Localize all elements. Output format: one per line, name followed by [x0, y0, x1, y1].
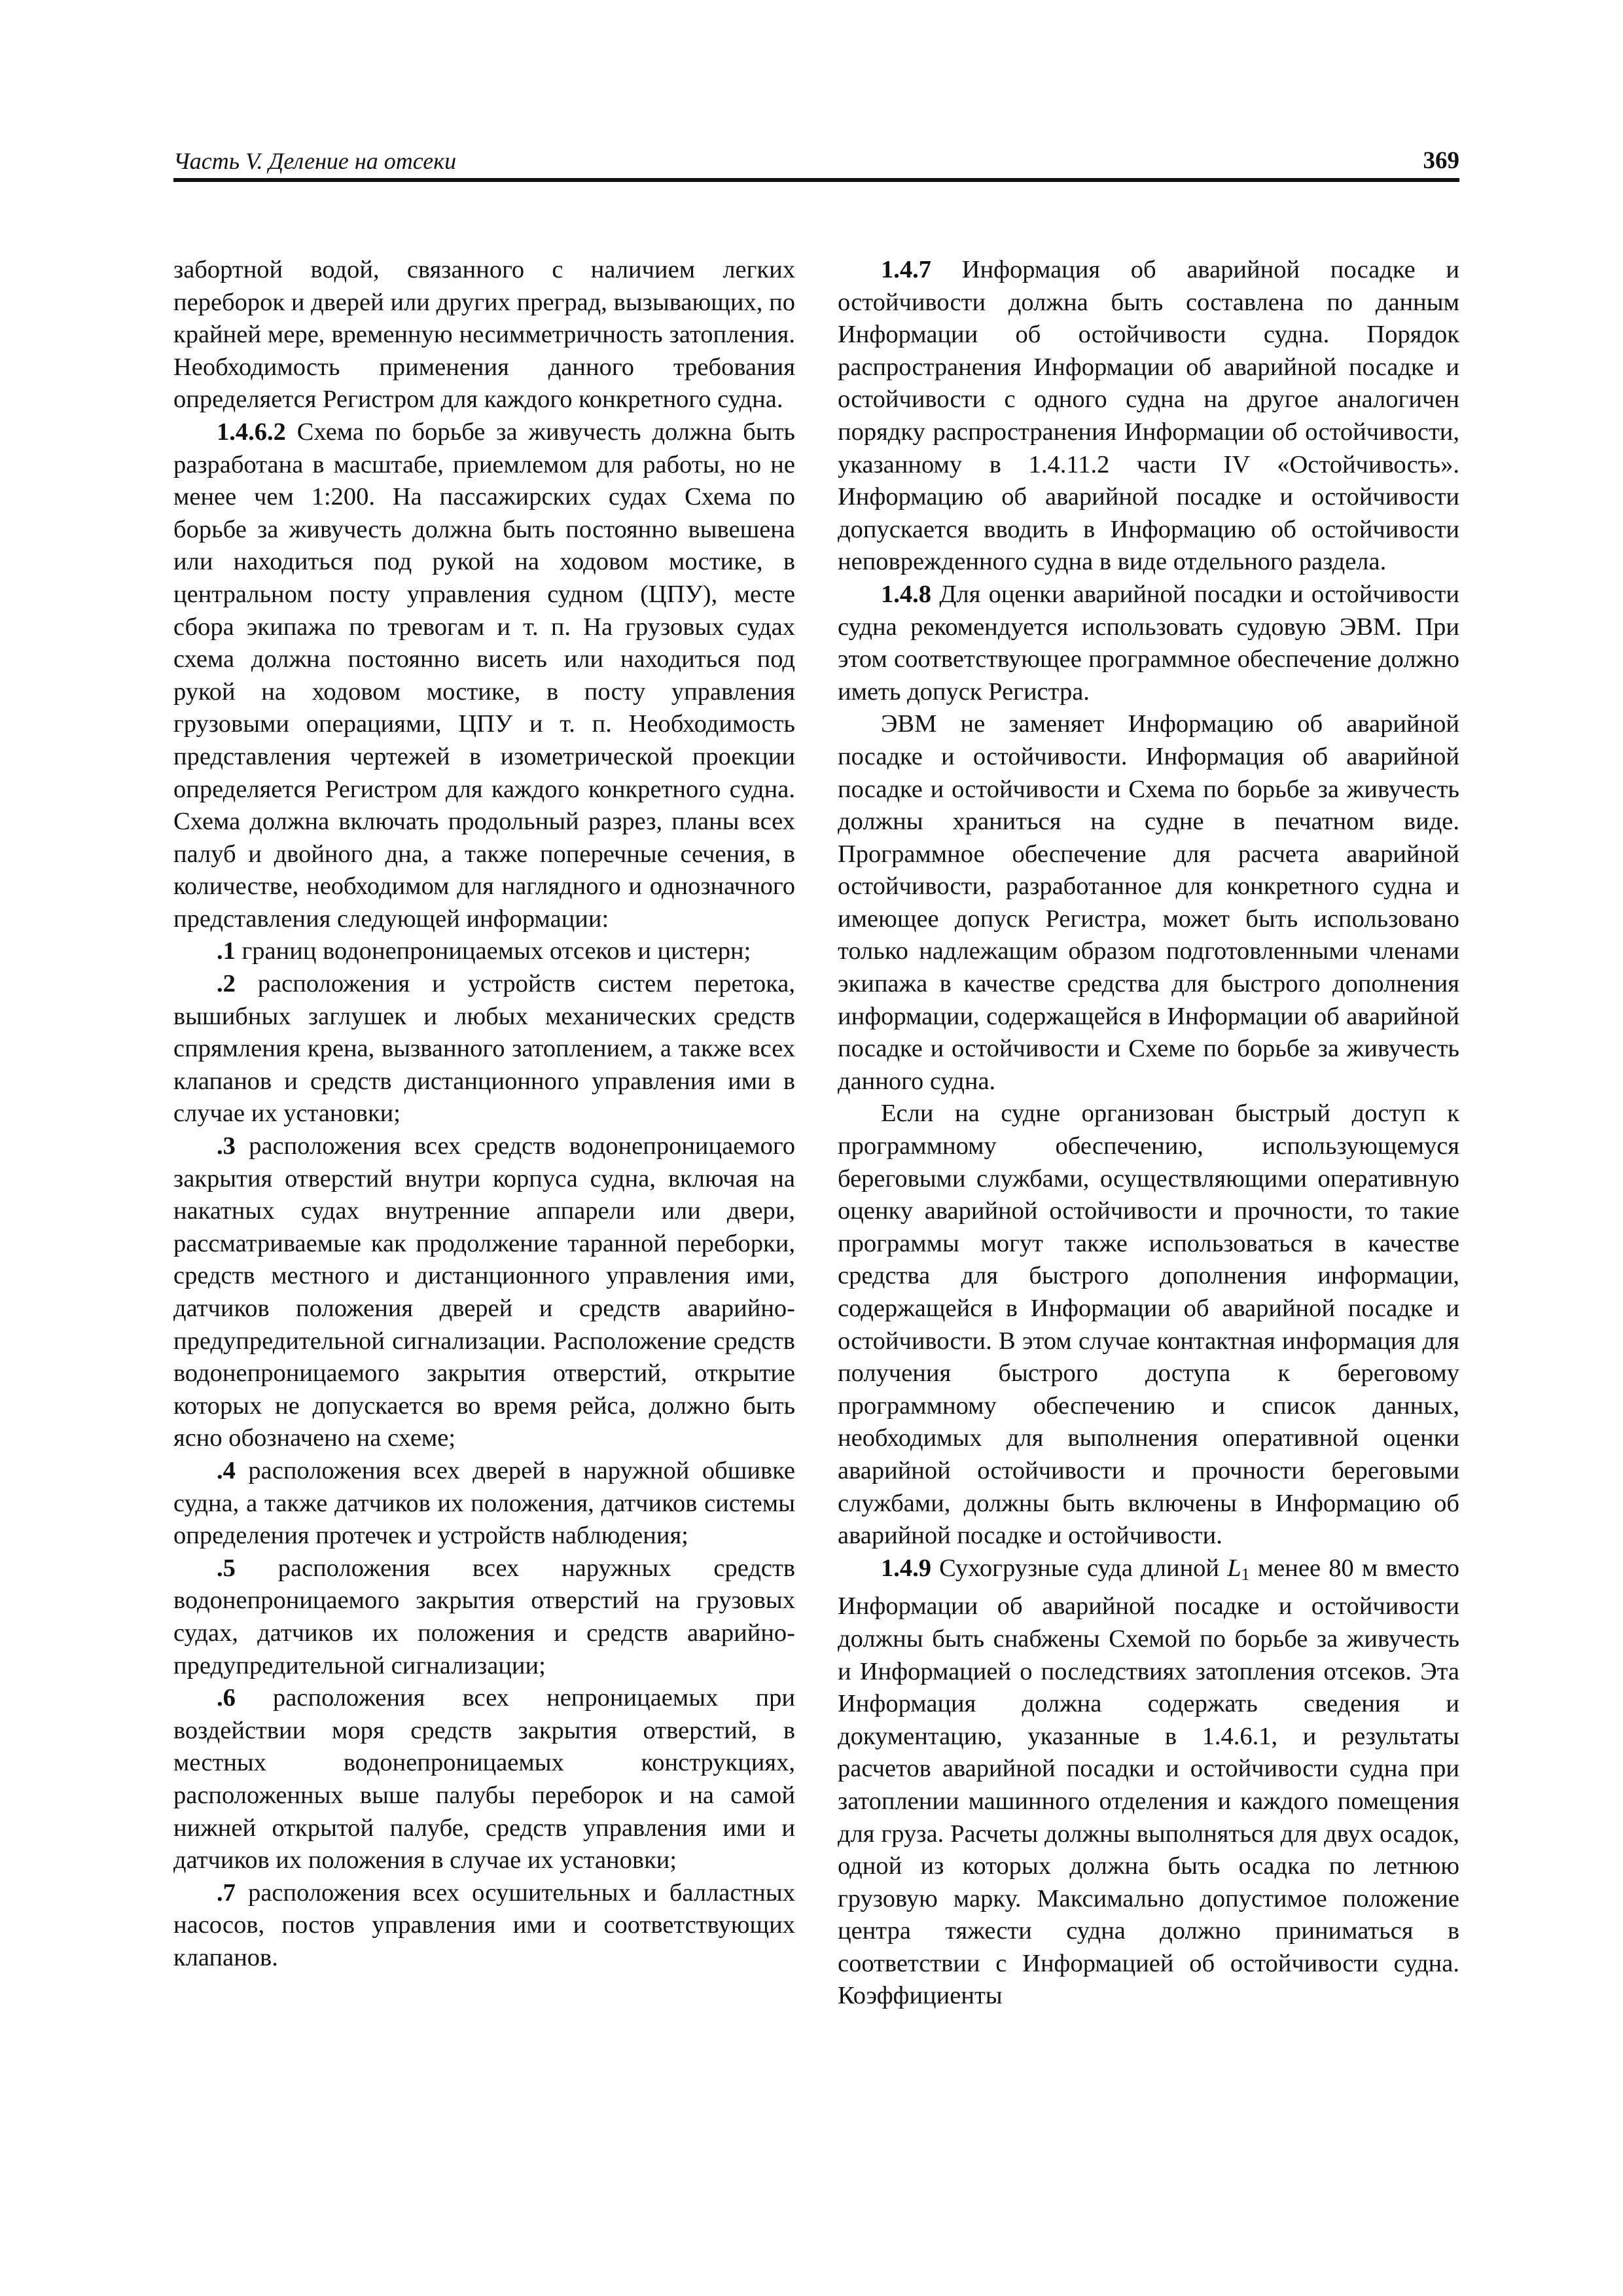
left-column — [173, 254, 795, 1974]
paragraph — [173, 416, 795, 936]
list-item-text: расположения всех средств водонепроницаемого закрытия отверстий внутри корпуса судна, включая на накатных судах внутренние аппарели или двери, рассматриваемые как продолжение таранной переборки, средств местного и дистанционного управления ими, датчиков положения дверей и средств аварийно-предупредительной сигнализации. Расположение средств водонепроницаемого закрытия отверстий, открытие которых не допускается во время рейса, должно быть ясно обозначено на схеме; — [173, 1132, 795, 1452]
paragraph — [838, 1098, 1459, 1552]
list-item — [173, 1682, 795, 1877]
paragraph-text-lead: Сухогрузные суда длиной — [931, 1554, 1228, 1582]
paragraph-text: ЭВМ не заменяет Информацию об аварийной посадке и остойчивости. Информация об аварийной посадке и остойчивости и Схема по борьбе за живучесть должны храниться на судне в печатном виде. Программное обеспечение для расчета аварийной остойчивости, разработанное для конкретного судна и имеющее допуск Регистра, может быть использовано только надлежащим образом подготовленными членами экипажа в качестве средства для быстрого дополнения информации, содержащейся в Информации об аварийной посадке и остойчивости и Схеме по борьбе за живучесть данного судна. — [838, 710, 1459, 1095]
list-item — [173, 1552, 795, 1682]
list-number: .2 — [217, 970, 236, 998]
clause-number: 1.4.8 — [881, 580, 931, 608]
paragraph-text: забортной водой, связанного с наличием легких переборок и дверей или других преград, вызывающих, по крайней мере, временную несимметричность затопления. Необходимость применения данного требования определяется Регистром для каждого конкретного судна. — [173, 256, 795, 414]
header-title: Часть V. Деление на отсеки — [173, 148, 457, 174]
paragraph-text: Для оценки аварийной посадки и остойчивости судна рекомендуется использовать судовую ЭВМ. При этом соответствующее программное обеспечение должно иметь допуск Регистра. — [838, 580, 1459, 706]
list-item — [173, 1877, 795, 1975]
list-number: .4 — [217, 1456, 236, 1484]
paragraph-text: Информация об аварийной посадке и остойчивости должна быть составлена по данным Информации об остойчивости судна. Порядок распространения Информации об аварийной посадке и остойчивости с одного судна на другое аналогичен порядку распространения Информации об остойчивости, указанному в 1.4.11.2 части IV «Остойчивость». Информацию об аварийной посадке и остойчивости допускается вводить в Информацию об остойчивости неповрежденного судна в виде отдельного раздела. — [838, 256, 1459, 576]
list-item-text: расположения всех непроницаемых при воздействии моря средств закрытия отверстий, в местных водонепроницаемых конструкциях, расположенных выше палубы переборок и на самой нижней открытой палубе, средств управления ими и датчиков их положения в случае их установки; — [173, 1684, 795, 1874]
length-symbol: L — [1227, 1554, 1241, 1582]
list-item — [173, 1455, 795, 1552]
paragraph-text: Если на судне организован быстрый доступ к программному обеспечению, использующемуся береговыми службами, осуществляющими оперативную оценку аварийной остойчивости и прочности, то такие программы могут также использоваться в качестве средства для быстрого дополнения информации, содержащейся в Информации об аварийной посадке и остойчивости. В этом случае контактная информация для получения быстрого доступа к береговому программному обеспечению и список данных, необходимых для выполнения оперативной оценки аварийной остойчивости и прочности береговыми службами, должны быть включены в Информацию об аварийной посадке и остойчивости. — [838, 1100, 1459, 1550]
list-item-text: расположения всех дверей в наружной обшивке судна, а также датчиков их положения, датчиков системы определения протечек и устройств наблюдения; — [173, 1456, 795, 1550]
clause-number: 1.4.6.2 — [217, 418, 286, 446]
list-number: .7 — [217, 1878, 236, 1907]
list-item-text: расположения всех наружных средств водонепроницаемого закрытия отверстий на грузовых судах, датчиков их положения и средств аварийно-предупредительной сигнализации; — [173, 1554, 795, 1679]
list-number: .6 — [217, 1684, 236, 1712]
list-number: .3 — [217, 1132, 236, 1160]
list-item — [173, 1130, 795, 1455]
list-item-text: расположения и устройств систем перетока, вышибных заглушек и любых механических средств спрямления крена, вызванного затоплением, а также всех клапанов и средств дистанционного управления ими в случае их установки; — [173, 970, 795, 1128]
paragraph — [838, 708, 1459, 1098]
list-number: .5 — [217, 1554, 236, 1582]
list-item-text: границ водонепроницаемых отсеков и цистерн; — [235, 937, 751, 965]
running-header — [173, 145, 1459, 182]
clause-number: 1.4.9 — [881, 1554, 931, 1582]
clause-number: 1.4.7 — [881, 256, 931, 283]
list-item — [173, 968, 795, 1130]
list-item — [173, 935, 795, 968]
paragraph-text: менее 80 м вместо Информации об аварийной посадке и остойчивости должны быть снабжены Схемой по борьбе за живучесть и Информацией о последствиях затопления отсеков. Эта Информация должна содержать сведения и документацию, указанные в 1.4.6.1, и результаты расчетов аварийной посадки и остойчивости судна при затоплении машинного отделения и каждого помещения для груза. Расчеты должны выполняться для двух осадок, одной из которых должна быть осадка по летнюю грузовую марку. Максимально допустимое положение центра тяжести судна должно приниматься в соответствии с Информацией об остойчивости судна. Коэффициенты — [838, 1554, 1460, 2010]
paragraph — [173, 254, 795, 416]
paragraph-text: Схема по борьбе за живучесть должна быть разработана в масштабе, приемлемом для работы, но не менее чем 1:200. На пассажирских судах Схема по борьбе за живучесть должна быть постоянно вывешена или находиться под рукой на ходовом мостике, в центральном посту управления судном (ЦПУ), месте сбора экипажа по тревогам и т. п. На грузовых судах схема должна постоянно висеть или находиться под рукой на ходовом мостике, в посту управления грузовыми операциями, ЦПУ и т. п. Необходимость представления чертежей в изометрической проекции определяется Регистром для каждого конкретного судна. Схема должна включать продольный разрез, планы всех палуб и двойного дна, а также поперечные сечения, в количестве, необходимом для наглядного и однозначного представления следующей информации: — [173, 418, 795, 933]
length-subscript: 1 — [1241, 1564, 1250, 1584]
paragraph — [838, 254, 1459, 579]
paragraph — [838, 579, 1459, 708]
list-item-text: расположения всех осушительных и балластных насосов, постов управления ими и соответствующих клапанов. — [173, 1878, 795, 1971]
paragraph — [838, 1552, 1459, 2013]
page-number: 369 — [1423, 147, 1459, 174]
right-column — [838, 254, 1459, 2013]
list-number: .1 — [217, 937, 236, 965]
